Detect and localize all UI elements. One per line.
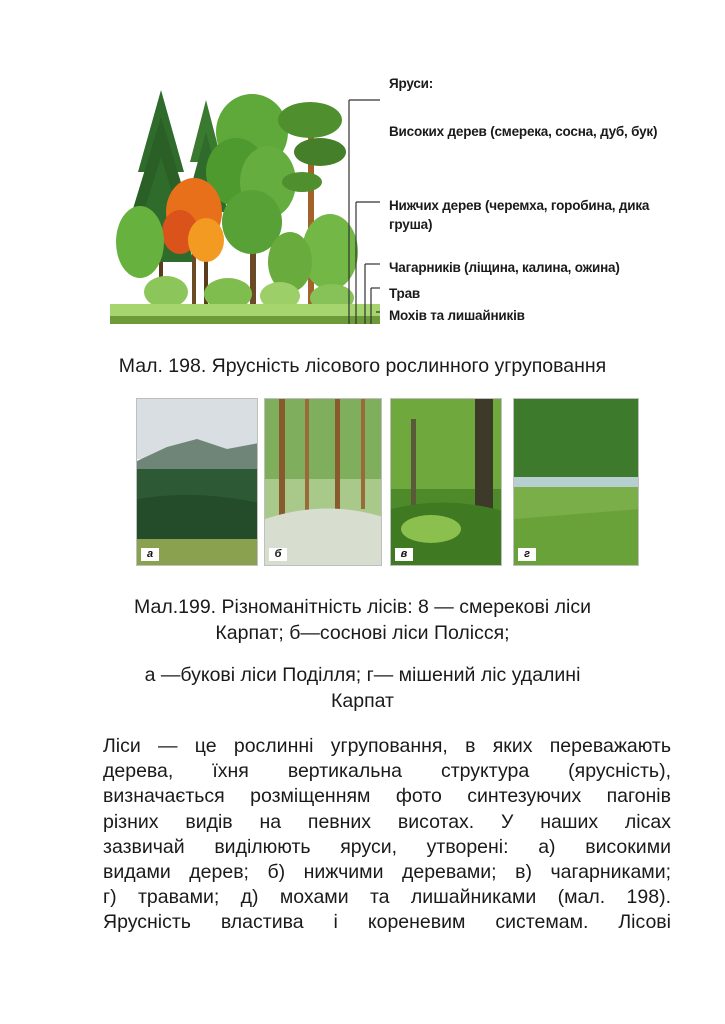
forest-layers-illustration (110, 62, 380, 332)
moss-layer (110, 316, 380, 324)
figure-198-caption: Мал. 198. Ярусність лісового рослинного угруповання (118, 355, 607, 377)
figure-199-caption-line: а —букові ліси Поділля; г— мішений ліс удалині (144, 664, 581, 686)
paragraph-line: видами дерев; б) нижчими деревами; в) чагарниками; (103, 860, 671, 883)
paragraph-line: різних видів на певних висотах. У наших лісах (103, 810, 671, 833)
photo-letter: в (395, 548, 413, 561)
photo-spruce-forest (136, 398, 258, 566)
birch-tree (116, 206, 164, 278)
tier-high-trees: Високих дерев (смерека, сосна, дуб, бук) (389, 124, 658, 139)
figure-199-caption-line: Мал.199. Різноманітність лісів: 8 — смерекові ліси (134, 596, 591, 618)
figure-199-caption-line: Карпат (331, 690, 394, 712)
paragraph-line: визначається розміщенням фото синтезуючих пагонів (103, 785, 671, 808)
tier-lower-trees: Нижчих дерев (черемха, горобина, дика груша) (389, 198, 650, 232)
photo-letter: б (269, 548, 287, 561)
paragraph-line: г) травами; д) мохами та лишайниками (мал. 198). (103, 886, 671, 909)
tier-shrubs: Чагарників (ліщина, калина, ожина) (389, 260, 620, 275)
paragraph-line: Ярусність властива і кореневим системам. Лісові (103, 911, 671, 934)
photo-mixed-forest (513, 398, 639, 566)
paragraph-line: дерева, їхня вертикальна структура (ярусність), (103, 760, 671, 783)
tier-grass: Трав (389, 286, 420, 301)
photo-letter: г (518, 548, 536, 561)
tier-moss: Мохів та лишайників (389, 308, 525, 323)
forest-tiers-figure (110, 62, 658, 332)
tiers-heading: Яруси: (389, 76, 434, 91)
body-paragraph (103, 734, 671, 936)
photo-beech-forest (390, 398, 502, 566)
paragraph-line: зазвичай виділюють яруси, утворені: а) високими (103, 835, 671, 858)
figure-199-caption-line: Карпат; б—соснові ліси Полісся; (215, 622, 510, 644)
photo-letter: а (141, 548, 159, 561)
paragraph-line: Ліси — це рослинні угруповання, в яких переважають (103, 735, 671, 757)
shrub (144, 276, 188, 308)
grass-layer (110, 304, 380, 318)
photo-pine-forest (264, 398, 382, 566)
